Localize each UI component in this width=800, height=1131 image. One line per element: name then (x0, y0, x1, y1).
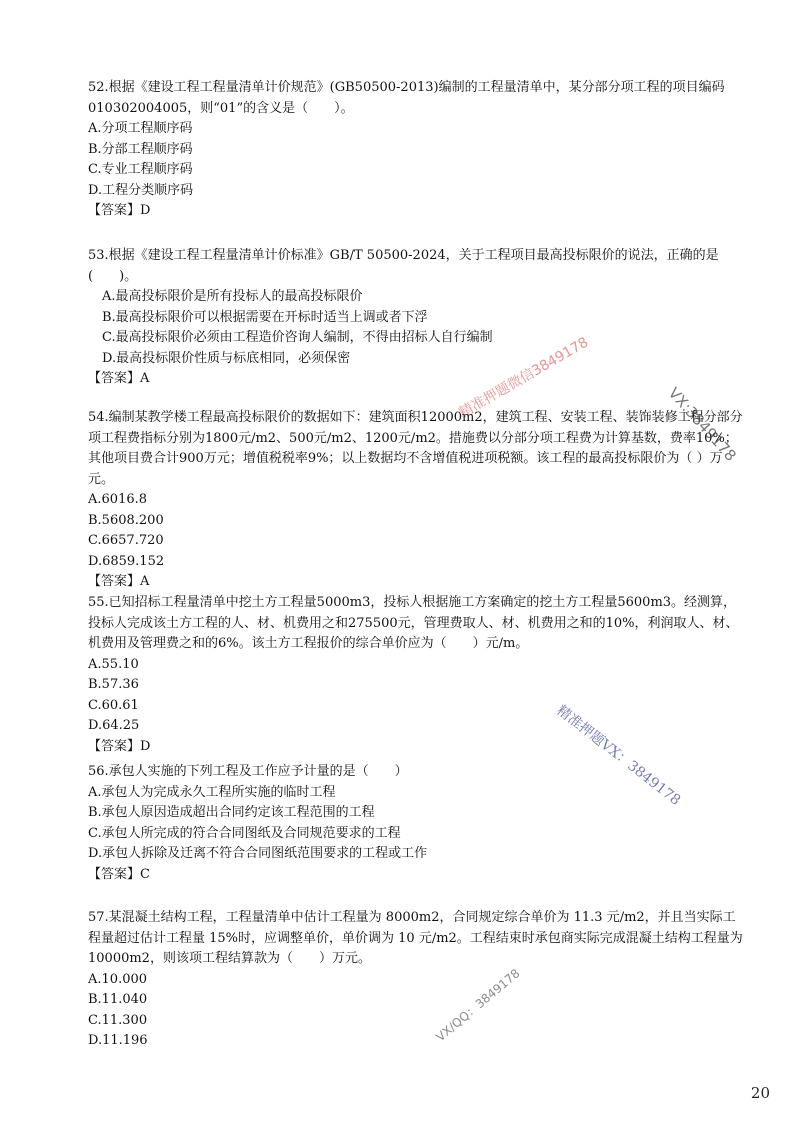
answer-label: 【答案】A (88, 371, 150, 386)
answer-label: 【答案】D (88, 738, 151, 754)
option-b: B.57.36 (88, 677, 139, 692)
option-a: A.最高投标限价是所有投标人的最高投标限价 (102, 289, 363, 304)
option-c: C.最高投标限价必须由工程造价咨询人编制，不得由招标人自行编制 (102, 330, 493, 345)
answer-label: 【答案】C (88, 866, 150, 882)
option-d: D.最高投标限价性质与标底相同，必须保密 (102, 350, 351, 366)
watermark-grey: VX/QQ：3849178 (433, 966, 523, 1045)
option-d: D.64.25 (88, 718, 140, 733)
option-a: A.承包人为完成永久工程所实施的临时工程 (88, 784, 336, 800)
option-a: A.6016.8 (88, 492, 148, 507)
option-c: C.60.61 (88, 697, 139, 713)
option-b: B.最高投标限价可以根据需要在开标时适当上调或者下浮 (102, 309, 428, 325)
answer-label: 【答案】D (88, 203, 151, 218)
question-54 (88, 408, 748, 593)
question-stem: 56.承包人实施的下列工程及工作应予计量的是（ ） (88, 764, 408, 779)
option-b: B.5608.200 (88, 512, 164, 528)
option-d: D.承包人拆除及迁离不符合合同图纸范围要求的工程或工作 (88, 846, 428, 861)
question-stem: 55.已知招标工程量清单中挖土方工程量5000m3，投标人根据施工方案确定的挖土方工程量5600m3。经测算，投标人完成该土方工程的人、材、机费用之和275500元，管理费取人、材、机费用之和的10%，利润取人、材、机费用及管理费之和的6%。该土方工程报价的综合单价应为（ ）元/m。 (88, 595, 739, 651)
option-c: C.6657.720 (88, 533, 164, 548)
option-c: C.承包人所完成的符合合同图纸及合同规范要求的工程 (88, 825, 401, 841)
question-56 (88, 762, 748, 885)
question-stem: 53.根据《建设工程工程量清单计价标准》GB/T 50500-2024，关于工程项目最高投标限价的说法，正确的是( )。 (88, 248, 719, 284)
question-55 (88, 593, 748, 757)
option-b: B.承包人原因造成超出合同约定该工程范围的工程 (88, 805, 375, 820)
watermark-dark: VX:3849178 (664, 384, 740, 465)
option-a: A.55.10 (88, 656, 139, 672)
option-c: C.11.300 (88, 1012, 148, 1028)
option-a: A.10.000 (88, 971, 148, 987)
option-c: C.专业工程顺序码 (88, 162, 193, 177)
question-stem: 54.编制某教学楼工程最高投标限价的数据如下：建筑面积12000m2，建筑工程、安装工程、装饰装修工程分部分项工程费指标分别为1800元/m2、500元/m2、1200元/m2。措施费以分部分项工程费为计算基数，费率10%；其他项目费合计900万元；增值税税率9%；以上数据均不含增值税进项税额。该工程的最高投标限价为（ ）万元。 (88, 410, 743, 487)
watermark-blue: 精准押题VX：3849178 (553, 702, 684, 809)
question-stem: 57.某混凝土结构工程，工程量清单中估计工程量为 8000m2，合同规定综合单价为 11.3 元/m2，并且当实际工程量超过估计工程量 15%时，应调整单价，单价调为 10 元/m2。工程结束时承包商实际完成混凝土结构工程量为 10000m2，则该项工程结算款为（ ）万元。 (88, 910, 743, 966)
option-b: B.11.040 (88, 992, 148, 1007)
answer-label: 【答案】A (88, 574, 150, 589)
question-stem: 52.根据《建设工程工程量清单计价规范》(GB50500-2013)编制的工程量清单中，某分部分项工程的项目编码 010302004005，则“01”的含义是（ ）。 (88, 80, 725, 116)
option-d: D.11.196 (88, 1033, 148, 1048)
option-b: B.分部工程顺序码 (88, 141, 193, 157)
option-d: D.6859.152 (88, 553, 165, 569)
option-d: D.工程分类顺序码 (88, 182, 194, 198)
question-53 (88, 246, 748, 390)
page-number: 20 (750, 1084, 770, 1102)
question-57 (88, 908, 748, 1052)
question-52 (88, 78, 748, 222)
watermark-red: 精准押题微信3849178 (456, 334, 592, 422)
option-a: A.分项工程顺序码 (88, 121, 193, 136)
